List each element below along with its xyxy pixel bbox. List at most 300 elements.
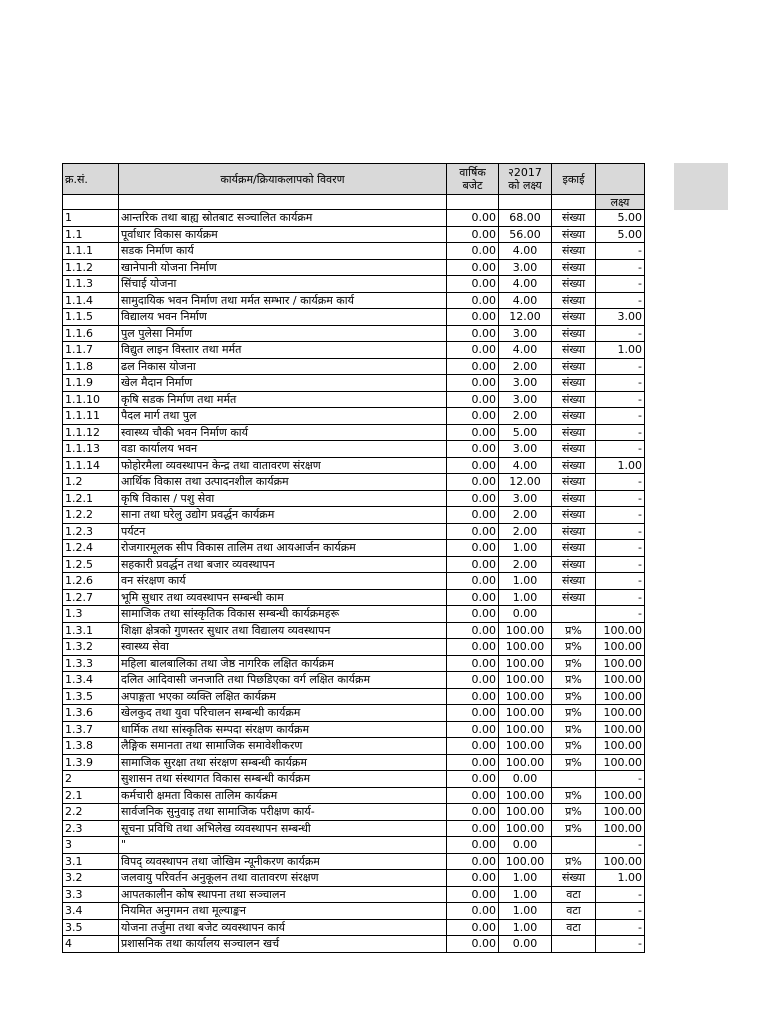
row-unit: संख्या: [552, 490, 596, 507]
row-code: 1.2.2: [63, 507, 119, 524]
row-budget: 0.00: [447, 375, 499, 392]
row-budget: 0.00: [447, 573, 499, 590]
row-target: 100.00: [499, 820, 552, 837]
row-target: 4.00: [499, 457, 552, 474]
row-description: खानेपानी योजना निर्माण: [119, 259, 447, 276]
header-description: कार्यक्रम/क्रियाकलापको विवरण: [119, 164, 447, 195]
subheader-empty-1: [63, 195, 119, 210]
row-description: विद्युत लाइन विस्तार तथा मर्मत: [119, 342, 447, 359]
row-unit: संख्या: [552, 457, 596, 474]
row-description: ": [119, 837, 447, 854]
row-description: रोजगारमूलक सीप विकास तालिम तथा आयआर्जन कार्यक्रम: [119, 540, 447, 557]
row-code: 1.2.5: [63, 556, 119, 573]
row-description: स्वास्थ्य सेवा: [119, 639, 447, 656]
table-row: [63, 259, 645, 276]
header-target: २2017 को लक्ष्य: [499, 164, 552, 195]
table-row: [63, 342, 645, 359]
row-description: शिक्षा क्षेत्रको गुणस्तर सुधार तथा विद्यालय व्यवस्थापन: [119, 622, 447, 639]
row-target: 100.00: [499, 655, 552, 672]
row-target: 100.00: [499, 622, 552, 639]
row-budget: 0.00: [447, 292, 499, 309]
row-last: 100.00: [596, 754, 645, 771]
table-row: [63, 754, 645, 771]
row-target: 1.00: [499, 919, 552, 936]
row-description: सहकारी प्रवर्द्धन तथा बजार व्यवस्थापन: [119, 556, 447, 573]
row-description: प्रशासनिक तथा कार्यालय सञ्चालन खर्च: [119, 936, 447, 953]
row-target: 0.00: [499, 606, 552, 623]
row-budget: 0.00: [447, 886, 499, 903]
row-description: पर्यटन: [119, 523, 447, 540]
row-budget: 0.00: [447, 325, 499, 342]
row-code: 1.2.4: [63, 540, 119, 557]
row-code: 3.2: [63, 870, 119, 887]
row-unit: संख्या: [552, 540, 596, 557]
row-unit: संख्या: [552, 424, 596, 441]
table-row: [63, 705, 645, 722]
row-budget: 0.00: [447, 210, 499, 227]
row-last: 100.00: [596, 688, 645, 705]
row-target: 4.00: [499, 292, 552, 309]
row-description: पूर्वाधार विकास कार्यक्रम: [119, 226, 447, 243]
row-code: 1.1.8: [63, 358, 119, 375]
table-row: [63, 820, 645, 837]
row-description: भूमि सुधार तथा व्यवस्थापन सम्बन्धी काम: [119, 589, 447, 606]
row-last: 100.00: [596, 639, 645, 656]
row-target: 3.00: [499, 441, 552, 458]
table-row: [63, 738, 645, 755]
row-description: ढल निकास योजना: [119, 358, 447, 375]
table-row: [63, 474, 645, 491]
table-header: [63, 164, 645, 210]
row-unit: संख्या: [552, 523, 596, 540]
row-budget: 0.00: [447, 457, 499, 474]
row-description: वडा कार्यालय भवन: [119, 441, 447, 458]
subheader-last: लक्ष्य: [596, 195, 645, 210]
row-budget: 0.00: [447, 787, 499, 804]
row-last: -: [596, 573, 645, 590]
row-budget: 0.00: [447, 589, 499, 606]
row-target: 3.00: [499, 325, 552, 342]
table-row: [63, 853, 645, 870]
row-last: -: [596, 919, 645, 936]
row-description: महिला बालबालिका तथा जेष्ठ नागरिक लक्षित कार्यक्रम: [119, 655, 447, 672]
header-last: [596, 164, 645, 195]
row-budget: 0.00: [447, 771, 499, 788]
row-unit: संख्या: [552, 276, 596, 293]
row-code: 1.3.3: [63, 655, 119, 672]
row-unit: संख्या: [552, 408, 596, 425]
row-target: 100.00: [499, 853, 552, 870]
header-extension-cell: [674, 163, 728, 210]
row-target: 100.00: [499, 721, 552, 738]
row-target: 1.00: [499, 573, 552, 590]
row-description: विद्यालय भवन निर्माण: [119, 309, 447, 326]
row-target: 12.00: [499, 309, 552, 326]
table-row: [63, 639, 645, 656]
row-target: 0.00: [499, 936, 552, 953]
row-last: -: [596, 490, 645, 507]
row-target: 100.00: [499, 639, 552, 656]
row-code: 1.1.6: [63, 325, 119, 342]
row-budget: 0.00: [447, 490, 499, 507]
row-code: 2.1: [63, 787, 119, 804]
row-budget: 0.00: [447, 358, 499, 375]
row-unit: [552, 606, 596, 623]
row-target: 1.00: [499, 886, 552, 903]
table-row: [63, 243, 645, 260]
row-budget: 0.00: [447, 639, 499, 656]
table-row: [63, 837, 645, 854]
row-budget: 0.00: [447, 424, 499, 441]
table-row: [63, 210, 645, 227]
table-row: [63, 903, 645, 920]
row-last: 3.00: [596, 309, 645, 326]
table-row: [63, 771, 645, 788]
row-target: 2.00: [499, 556, 552, 573]
row-last: 100.00: [596, 705, 645, 722]
row-budget: 0.00: [447, 441, 499, 458]
row-last: 5.00: [596, 210, 645, 227]
row-budget: 0.00: [447, 672, 499, 689]
row-description: सामाजिक तथा सांस्कृतिक विकास सम्बन्धी कार्यक्रमहरू: [119, 606, 447, 623]
row-description: वन संरक्षण कार्य: [119, 573, 447, 590]
row-unit: संख्या: [552, 375, 596, 392]
row-budget: 0.00: [447, 820, 499, 837]
table-row: [63, 589, 645, 606]
table-row: [63, 622, 645, 639]
row-last: -: [596, 424, 645, 441]
row-unit: संख्या: [552, 210, 596, 227]
row-code: 3.1: [63, 853, 119, 870]
row-code: 1.3.8: [63, 738, 119, 755]
row-description: दलित आदिवासी जनजाति तथा पिछडिएका वर्ग लक्षित कार्यक्रम: [119, 672, 447, 689]
row-code: 1.1.9: [63, 375, 119, 392]
row-code: 1.2.3: [63, 523, 119, 540]
row-budget: 0.00: [447, 853, 499, 870]
row-description: सूचना प्रविधि तथा अभिलेख व्यवस्थापन सम्बन्धी: [119, 820, 447, 837]
header-code: क्र.सं.: [63, 164, 119, 195]
subheader-empty-2: [119, 195, 447, 210]
row-unit: संख्या: [552, 556, 596, 573]
row-budget: 0.00: [447, 705, 499, 722]
table-row: [63, 292, 645, 309]
row-code: 3: [63, 837, 119, 854]
table-body: [63, 210, 645, 953]
row-target: 100.00: [499, 738, 552, 755]
row-code: 1.1.10: [63, 391, 119, 408]
row-last: -: [596, 441, 645, 458]
row-unit: प्र%: [552, 672, 596, 689]
row-description: नियमित अनुगमन तथा मूल्याङ्कन: [119, 903, 447, 920]
table-row: [63, 457, 645, 474]
row-code: 1.3.9: [63, 754, 119, 771]
row-description: अपाङ्गता भएका व्यक्ति लक्षित कार्यक्रम: [119, 688, 447, 705]
row-target: 56.00: [499, 226, 552, 243]
row-code: 1.3.7: [63, 721, 119, 738]
row-target: 100.00: [499, 787, 552, 804]
row-description: आर्थिक विकास तथा उत्पादनशील कार्यक्रम: [119, 474, 447, 491]
table-row: [63, 556, 645, 573]
row-code: 1.2.1: [63, 490, 119, 507]
row-target: 5.00: [499, 424, 552, 441]
row-budget: 0.00: [447, 754, 499, 771]
row-target: 100.00: [499, 688, 552, 705]
row-last: -: [596, 556, 645, 573]
row-target: 100.00: [499, 705, 552, 722]
row-unit: प्र%: [552, 820, 596, 837]
row-budget: 0.00: [447, 837, 499, 854]
row-target: 100.00: [499, 754, 552, 771]
row-target: 2.00: [499, 523, 552, 540]
row-unit: प्र%: [552, 655, 596, 672]
row-description: कृषि विकास / पशु सेवा: [119, 490, 447, 507]
row-code: 1.1: [63, 226, 119, 243]
row-code: 1.3.6: [63, 705, 119, 722]
row-target: 2.00: [499, 507, 552, 524]
table-row: [63, 573, 645, 590]
subheader-empty-4: [499, 195, 552, 210]
row-unit: वटा: [552, 919, 596, 936]
row-code: 1.3.5: [63, 688, 119, 705]
table-row: [63, 540, 645, 557]
row-unit: संख्या: [552, 589, 596, 606]
table-row: [63, 804, 645, 821]
row-last: -: [596, 243, 645, 260]
row-code: 1.2: [63, 474, 119, 491]
row-last: -: [596, 276, 645, 293]
row-description: स्वास्थ्य चौकी भवन निर्माण कार्य: [119, 424, 447, 441]
table-row: [63, 276, 645, 293]
row-unit: [552, 837, 596, 854]
table-row: [63, 936, 645, 953]
row-target: 100.00: [499, 672, 552, 689]
row-unit: संख्या: [552, 325, 596, 342]
row-code: 2: [63, 771, 119, 788]
row-unit: संख्या: [552, 391, 596, 408]
table-row: [63, 655, 645, 672]
row-unit: प्र%: [552, 705, 596, 722]
row-description: सामाजिक सुरक्षा तथा संरक्षण सम्बन्धी कार्यक्रम: [119, 754, 447, 771]
row-budget: 0.00: [447, 507, 499, 524]
table-row: [63, 408, 645, 425]
row-unit: संख्या: [552, 243, 596, 260]
row-last: -: [596, 325, 645, 342]
table-row: [63, 721, 645, 738]
row-last: -: [596, 903, 645, 920]
row-last: 1.00: [596, 342, 645, 359]
row-last: -: [596, 606, 645, 623]
table-row: [63, 507, 645, 524]
row-code: 3.3: [63, 886, 119, 903]
row-budget: 0.00: [447, 936, 499, 953]
row-last: -: [596, 771, 645, 788]
row-unit: संख्या: [552, 441, 596, 458]
row-description: लैङ्गिक समानता तथा सामाजिक समावेशीकरण: [119, 738, 447, 755]
row-budget: 0.00: [447, 391, 499, 408]
row-description: खेल मैदान निर्माण: [119, 375, 447, 392]
row-budget: 0.00: [447, 738, 499, 755]
row-target: 4.00: [499, 243, 552, 260]
row-last: 100.00: [596, 622, 645, 639]
row-last: -: [596, 358, 645, 375]
row-budget: 0.00: [447, 540, 499, 557]
row-code: 1.2.6: [63, 573, 119, 590]
header-row: [63, 164, 645, 195]
row-description: आपतकालीन कोष स्थापना तथा सञ्चालन: [119, 886, 447, 903]
row-code: 1.1.14: [63, 457, 119, 474]
row-budget: 0.00: [447, 309, 499, 326]
table-row: [63, 919, 645, 936]
row-code: 1.1.4: [63, 292, 119, 309]
row-target: 1.00: [499, 870, 552, 887]
row-description: सडक निर्माण कार्य: [119, 243, 447, 260]
row-last: -: [596, 540, 645, 557]
row-last: -: [596, 589, 645, 606]
table-row: [63, 441, 645, 458]
row-description: सुशासन तथा संस्थागत विकास सम्बन्धी कार्यक्रम: [119, 771, 447, 788]
row-description: सामुदायिक भवन निर्माण तथा मर्मत सम्भार / कार्यक्रम कार्य: [119, 292, 447, 309]
table-row: [63, 886, 645, 903]
row-budget: 0.00: [447, 622, 499, 639]
row-code: 4: [63, 936, 119, 953]
row-last: -: [596, 507, 645, 524]
row-last: -: [596, 259, 645, 276]
row-code: 2.3: [63, 820, 119, 837]
row-target: 4.00: [499, 276, 552, 293]
row-last: 100.00: [596, 672, 645, 689]
row-target: 0.00: [499, 771, 552, 788]
row-budget: 0.00: [447, 870, 499, 887]
row-target: 3.00: [499, 391, 552, 408]
row-unit: संख्या: [552, 309, 596, 326]
row-budget: 0.00: [447, 226, 499, 243]
row-last: 100.00: [596, 820, 645, 837]
row-unit: संख्या: [552, 573, 596, 590]
row-unit: प्र%: [552, 639, 596, 656]
row-last: 5.00: [596, 226, 645, 243]
row-last: -: [596, 292, 645, 309]
row-last: 100.00: [596, 655, 645, 672]
row-last: 100.00: [596, 853, 645, 870]
row-unit: प्र%: [552, 754, 596, 771]
row-description: सिंचाई योजना: [119, 276, 447, 293]
row-code: 3.4: [63, 903, 119, 920]
row-description: जलवायु परिवर्तन अनुकूलन तथा वातावरण संरक्षण: [119, 870, 447, 887]
row-budget: 0.00: [447, 919, 499, 936]
row-last: -: [596, 375, 645, 392]
row-budget: 0.00: [447, 342, 499, 359]
row-last: 100.00: [596, 738, 645, 755]
table-row: [63, 523, 645, 540]
row-code: 1.1.5: [63, 309, 119, 326]
row-description: आन्तरिक तथा बाह्य स्रोतबाट सञ्चालित कार्यक्रम: [119, 210, 447, 227]
row-last: -: [596, 837, 645, 854]
row-budget: 0.00: [447, 606, 499, 623]
row-description: सार्वजनिक सुनुवाइ तथा सामाजिक परीक्षण कार्य-: [119, 804, 447, 821]
row-target: 1.00: [499, 903, 552, 920]
row-budget: 0.00: [447, 276, 499, 293]
table-row: [63, 688, 645, 705]
row-budget: 0.00: [447, 523, 499, 540]
row-last: -: [596, 523, 645, 540]
row-budget: 0.00: [447, 408, 499, 425]
row-code: 1.3.4: [63, 672, 119, 689]
row-target: 3.00: [499, 259, 552, 276]
row-code: 1.3.2: [63, 639, 119, 656]
row-unit: संख्या: [552, 292, 596, 309]
row-code: 1.1.7: [63, 342, 119, 359]
table-row: [63, 226, 645, 243]
header-unit: इकाई: [552, 164, 596, 195]
row-target: 2.00: [499, 408, 552, 425]
row-description: योजना तर्जुमा तथा बजेट व्यवस्थापन कार्य: [119, 919, 447, 936]
table-row: [63, 606, 645, 623]
row-unit: संख्या: [552, 358, 596, 375]
row-code: 1.3: [63, 606, 119, 623]
row-unit: प्र%: [552, 622, 596, 639]
row-budget: 0.00: [447, 688, 499, 705]
row-code: 1: [63, 210, 119, 227]
row-unit: [552, 936, 596, 953]
row-budget: 0.00: [447, 243, 499, 260]
row-description: फोहोरमैला व्यवस्थापन केन्द्र तथा वातावरण संरक्षण: [119, 457, 447, 474]
header-subrow: [63, 195, 645, 210]
row-last: 100.00: [596, 804, 645, 821]
row-budget: 0.00: [447, 804, 499, 821]
row-budget: 0.00: [447, 474, 499, 491]
row-description: खेलकुद तथा युवा परिचालन सम्बन्धी कार्यक्रम: [119, 705, 447, 722]
header-budget: वार्षिक बजेट: [447, 164, 499, 195]
row-unit: संख्या: [552, 226, 596, 243]
row-unit: संख्या: [552, 342, 596, 359]
table-row: [63, 325, 645, 342]
row-target: 3.00: [499, 375, 552, 392]
row-description: पुल पुलेसा निर्माण: [119, 325, 447, 342]
row-budget: 0.00: [447, 903, 499, 920]
row-unit: संख्या: [552, 507, 596, 524]
row-unit: वटा: [552, 886, 596, 903]
row-unit: संख्या: [552, 870, 596, 887]
row-last: -: [596, 886, 645, 903]
row-unit: संख्या: [552, 259, 596, 276]
row-code: 2.2: [63, 804, 119, 821]
row-description: कृषि सडक निर्माण तथा मर्मत: [119, 391, 447, 408]
row-code: 1.1.1: [63, 243, 119, 260]
row-target: 3.00: [499, 490, 552, 507]
row-last: -: [596, 408, 645, 425]
row-unit: प्र%: [552, 787, 596, 804]
table-row: [63, 309, 645, 326]
row-last: -: [596, 474, 645, 491]
row-code: 1.1.2: [63, 259, 119, 276]
row-last: -: [596, 391, 645, 408]
row-target: 100.00: [499, 804, 552, 821]
row-code: 1.1.11: [63, 408, 119, 425]
row-code: 1.2.7: [63, 589, 119, 606]
row-last: -: [596, 936, 645, 953]
row-unit: [552, 771, 596, 788]
table-row: [63, 375, 645, 392]
row-unit: वटा: [552, 903, 596, 920]
table-row: [63, 358, 645, 375]
row-budget: 0.00: [447, 721, 499, 738]
table-row: [63, 490, 645, 507]
row-target: 12.00: [499, 474, 552, 491]
row-description: कर्मचारी क्षमता विकास तालिम कार्यक्रम: [119, 787, 447, 804]
row-last: 100.00: [596, 721, 645, 738]
row-unit: प्र%: [552, 688, 596, 705]
row-last: 1.00: [596, 870, 645, 887]
